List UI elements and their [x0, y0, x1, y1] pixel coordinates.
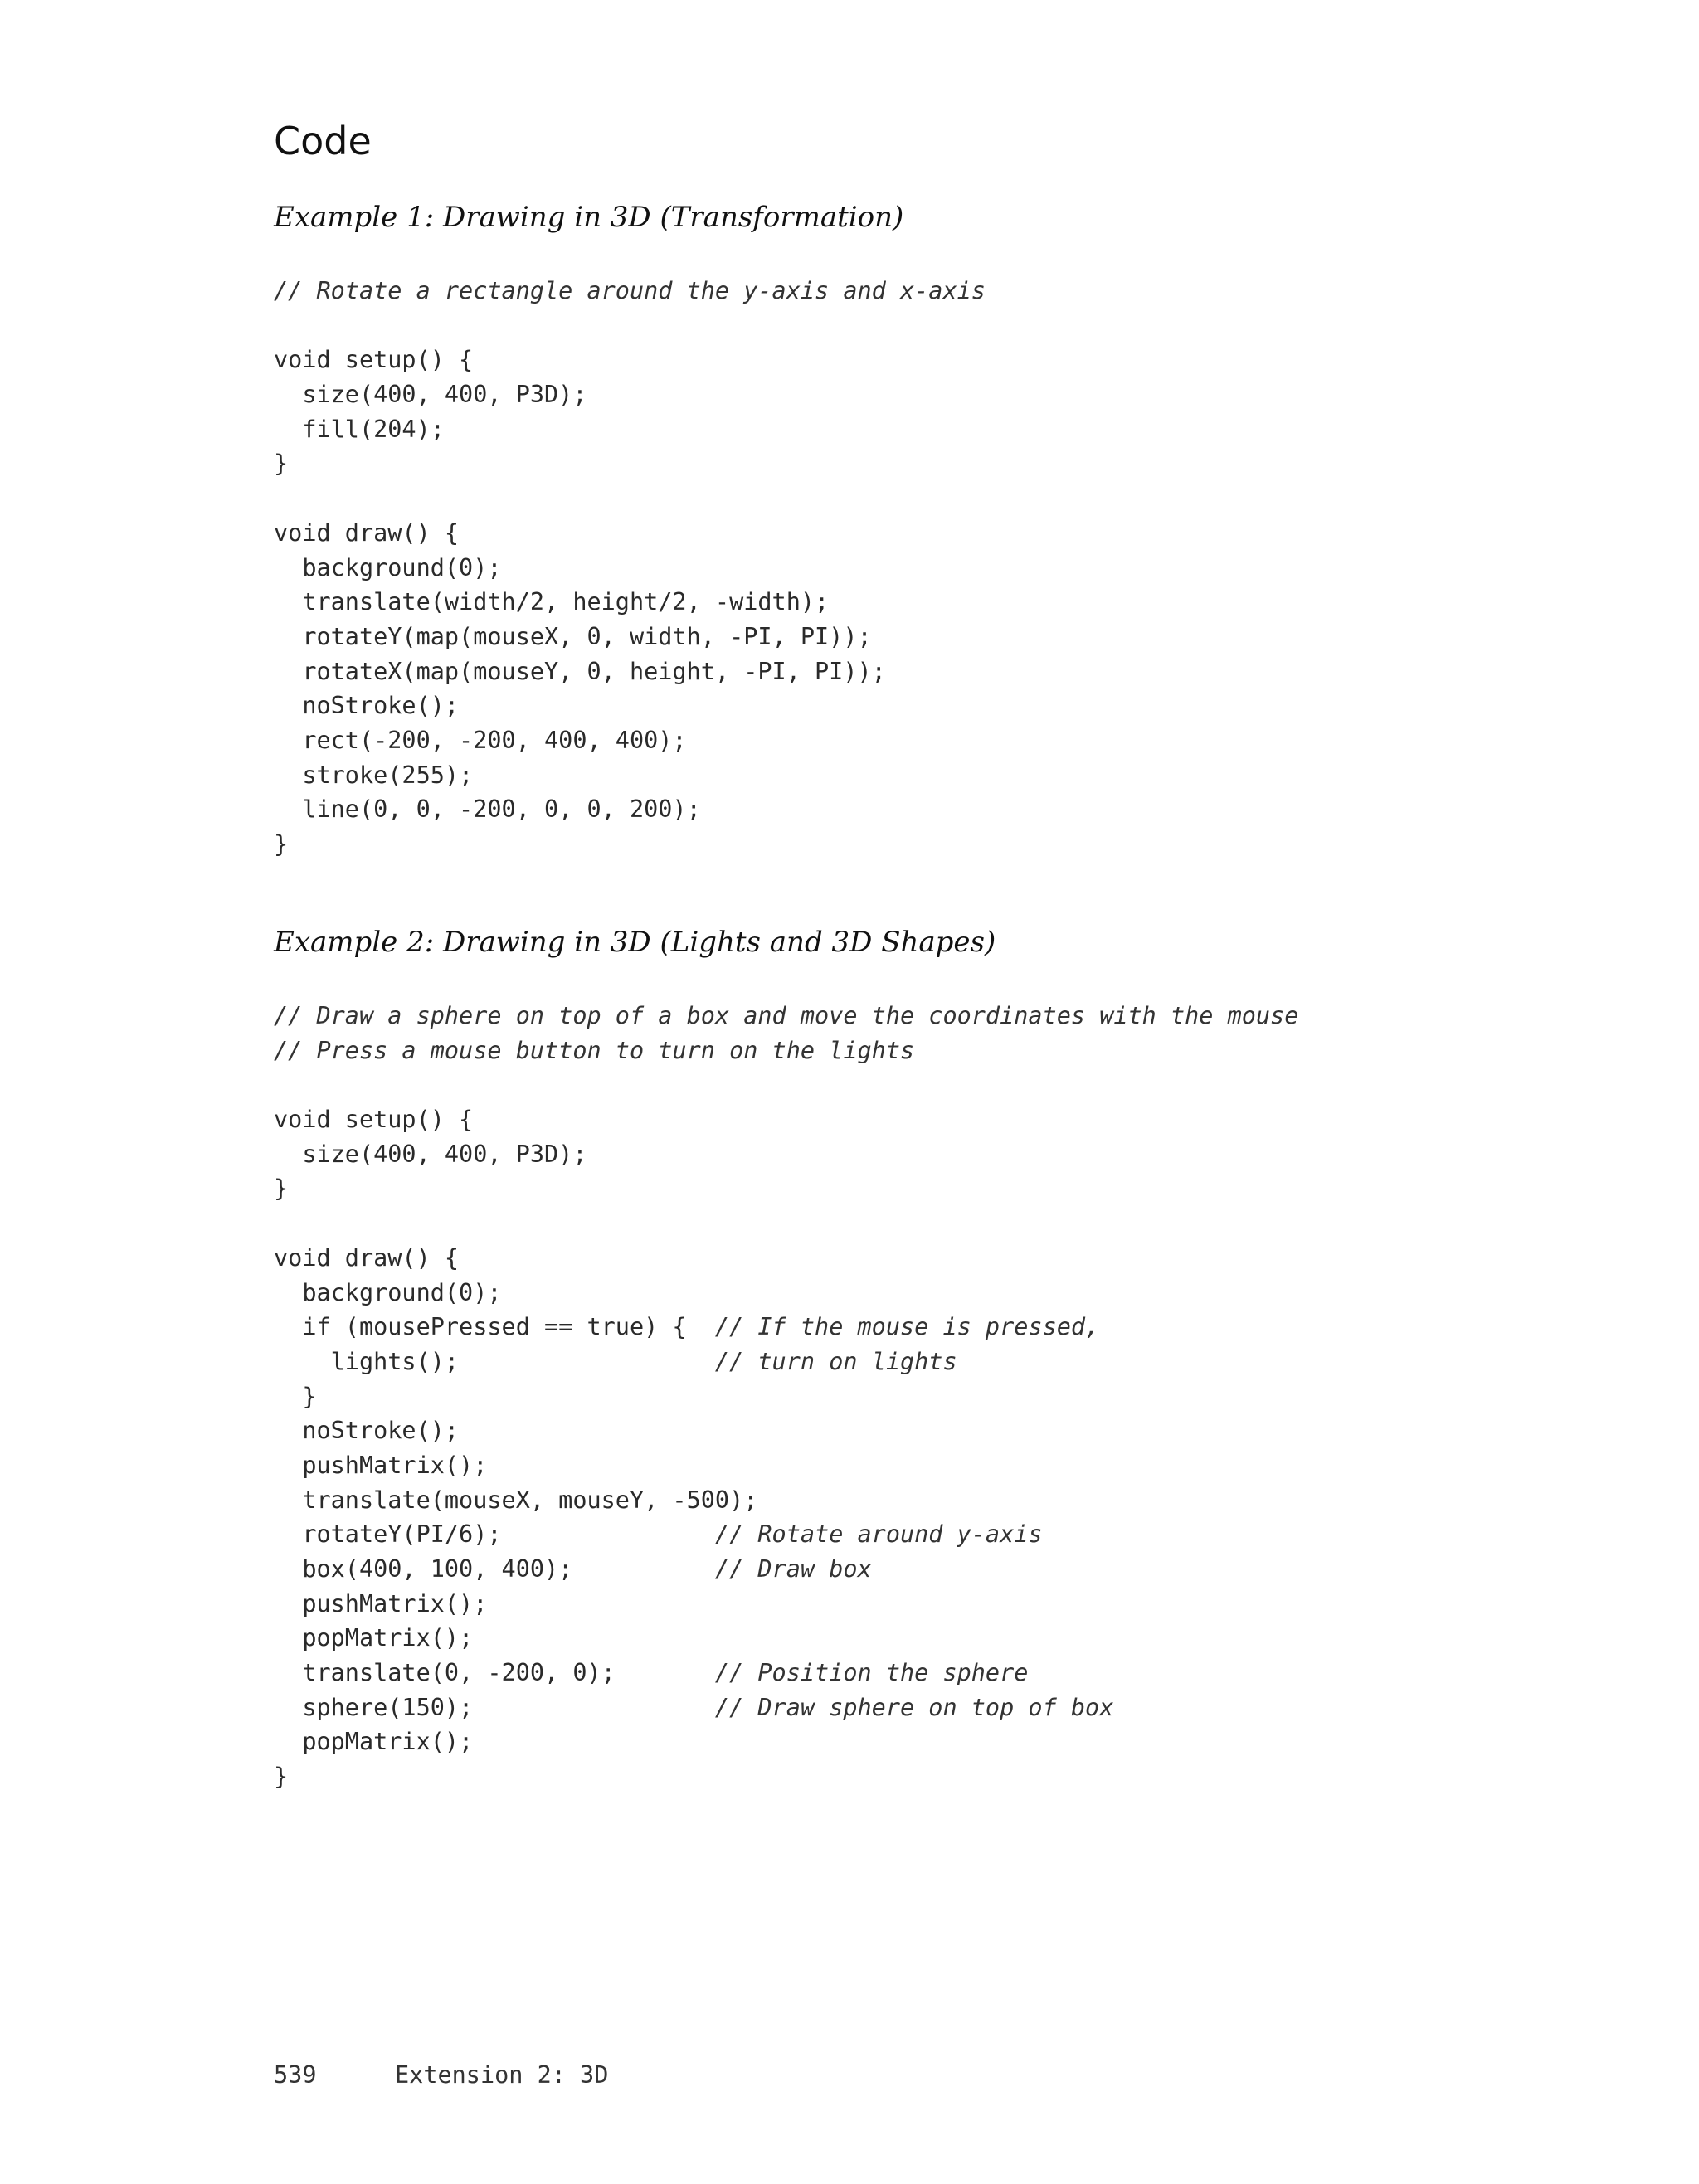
- code-line: [274, 999, 1298, 1034]
- code-line: [274, 1379, 1298, 1414]
- code-text: noStroke();: [274, 692, 460, 720]
- code-line: [274, 1206, 1298, 1241]
- code-text: popMatrix();: [274, 1728, 474, 1756]
- code-text: }: [274, 1175, 289, 1203]
- code-line: [274, 585, 986, 620]
- code-line: [274, 516, 986, 551]
- code-line: [274, 309, 986, 343]
- code-text: background(0);: [274, 1278, 502, 1306]
- code-line: [274, 758, 986, 793]
- code-line: [274, 1102, 1298, 1137]
- document-page: [274, 0, 1518, 2184]
- page-number: 539: [274, 2061, 317, 2089]
- example-2-code-block: [274, 999, 1298, 1794]
- code-text: rect(-200, -200, 400, 400);: [274, 726, 687, 754]
- code-line: [274, 1241, 1298, 1276]
- code-line: [274, 412, 986, 447]
- example-1-code-block: [274, 274, 986, 862]
- code-text: box(400, 100, 400);: [274, 1555, 715, 1583]
- code-comment: // Rotate a rectangle around the y-axis and x-axis: [274, 277, 986, 304]
- page-heading: Code: [274, 119, 372, 163]
- code-text: translate(width/2, height/2, -width);: [274, 588, 830, 616]
- code-text: popMatrix();: [274, 1624, 474, 1652]
- code-line: [274, 1621, 1298, 1656]
- code-line: [274, 1310, 1298, 1345]
- code-text: lights();: [274, 1347, 715, 1375]
- code-line: [274, 792, 986, 827]
- code-line: [274, 1483, 1298, 1518]
- code-comment: // Position the sphere: [714, 1659, 1029, 1687]
- code-text: }: [274, 450, 289, 478]
- code-text: translate(mouseX, mouseY, -500);: [274, 1486, 758, 1514]
- code-text: void draw() {: [274, 518, 460, 547]
- code-text: size(400, 400, P3D);: [274, 381, 587, 409]
- code-text: background(0);: [274, 553, 502, 581]
- code-line: [274, 1413, 1298, 1448]
- code-comment: // Rotate around y-axis: [714, 1520, 1043, 1549]
- code-text: }: [274, 1763, 289, 1791]
- code-text: void setup() {: [274, 1106, 474, 1134]
- code-line: [274, 551, 986, 586]
- code-line: [274, 481, 986, 516]
- code-line: [274, 1690, 1298, 1725]
- code-line: [274, 1656, 1298, 1690]
- code-text: void draw() {: [274, 1243, 460, 1272]
- code-line: [274, 1345, 1298, 1379]
- code-line: [274, 1448, 1298, 1483]
- code-text: }: [274, 1382, 317, 1410]
- code-line: [274, 446, 986, 481]
- code-line: [274, 688, 986, 723]
- code-line: [274, 1724, 1298, 1759]
- code-line: [274, 827, 986, 862]
- code-line: [274, 1171, 1298, 1206]
- code-comment: // Draw box: [714, 1555, 872, 1583]
- code-text: pushMatrix();: [274, 1451, 488, 1479]
- code-text: size(400, 400, P3D);: [274, 1140, 587, 1168]
- code-text: fill(204);: [274, 415, 445, 443]
- code-line: [274, 723, 986, 758]
- code-text: line(0, 0, -200, 0, 0, 200);: [274, 795, 701, 824]
- code-text: stroke(255);: [274, 761, 474, 789]
- example-1-title: Example 1: Drawing in 3D (Transformation): [274, 201, 904, 234]
- running-section-title: Extension 2: 3D: [395, 2061, 609, 2089]
- code-comment: // Draw sphere on top of box: [714, 1693, 1114, 1721]
- code-comment: // turn on lights: [714, 1347, 957, 1375]
- code-text: rotateY(PI/6);: [274, 1520, 715, 1549]
- code-line: [274, 1759, 1298, 1794]
- code-line: [274, 1276, 1298, 1311]
- code-line: [274, 1517, 1298, 1552]
- code-line: [274, 654, 986, 689]
- code-line: [274, 1552, 1298, 1587]
- code-text: void setup() {: [274, 346, 474, 374]
- code-text: sphere(150);: [274, 1693, 715, 1721]
- code-comment: // Press a mouse button to turn on the lights: [274, 1036, 915, 1064]
- code-line: [274, 274, 986, 309]
- code-text: }: [274, 830, 289, 858]
- page-footer: [274, 2059, 608, 2092]
- code-line: [274, 1034, 1298, 1068]
- code-line: [274, 1137, 1298, 1172]
- code-line: [274, 343, 986, 377]
- code-line: [274, 1587, 1298, 1622]
- code-line: [274, 620, 986, 654]
- code-comment: // Draw a sphere on top of a box and move the coordinates with the mouse: [274, 1002, 1299, 1029]
- code-text: pushMatrix();: [274, 1589, 488, 1617]
- code-text: translate(0, -200, 0);: [274, 1659, 715, 1687]
- code-text: rotateX(map(mouseY, 0, height, -PI, PI));: [274, 657, 886, 685]
- code-text: noStroke();: [274, 1417, 460, 1445]
- example-2-title: Example 2: Drawing in 3D (Lights and 3D Shapes): [274, 926, 996, 959]
- code-line: [274, 1068, 1298, 1102]
- code-line: [274, 377, 986, 412]
- code-text: rotateY(map(mouseX, 0, width, -PI, PI));: [274, 622, 872, 650]
- code-comment: // If the mouse is pressed,: [714, 1313, 1100, 1341]
- code-text: if (mousePressed == true) {: [274, 1313, 715, 1341]
